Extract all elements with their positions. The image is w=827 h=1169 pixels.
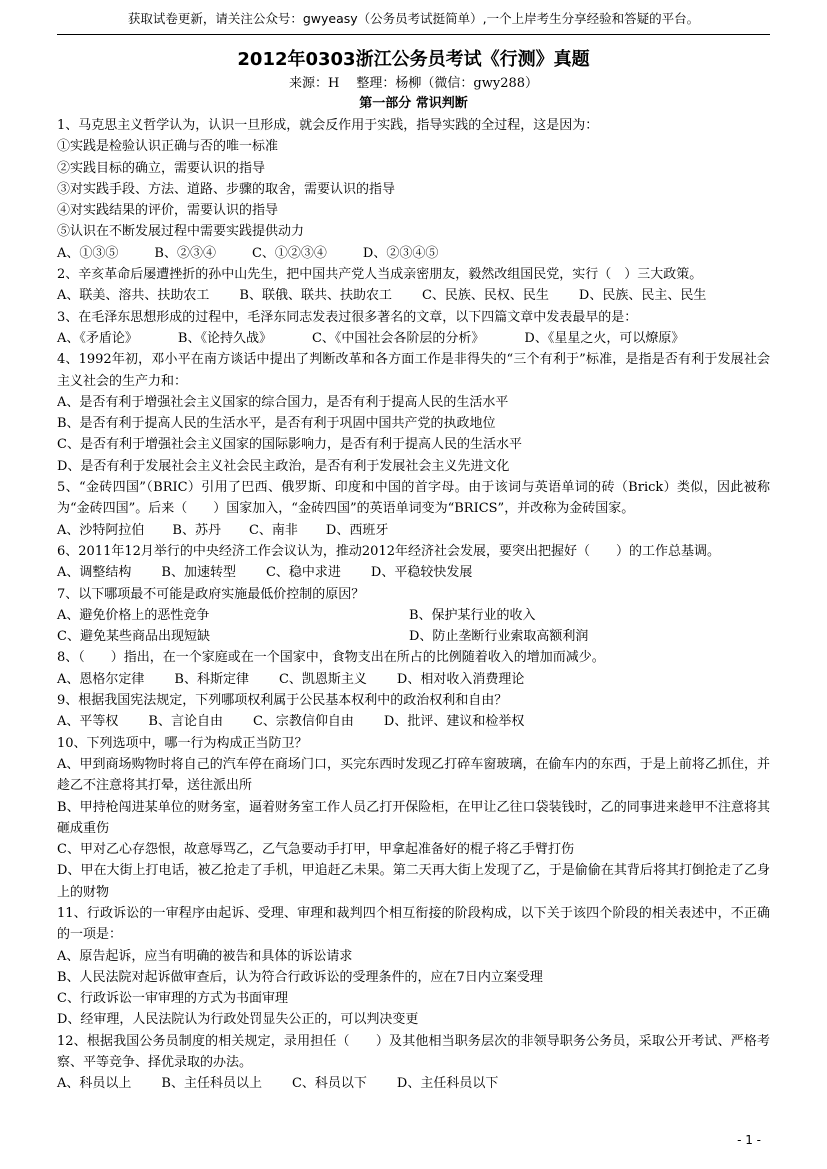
answer-options: [57, 243, 770, 264]
question-stem: 2、辛亥革命后屡遭挫折的孙中山先生，把中国共产党人当成亲密朋友，毅然改组国民党，实行（ ）三大政策。: [57, 267, 703, 283]
option: A、《矛盾论》: [57, 330, 138, 346]
question-stem: 12、根据我国公务员制度的相关规定，录用担任（ ）及其他相当职务层次的非领导职务公务员，采取公开考试、严格考察、平等竞争、择优录取的办法。: [57, 1033, 770, 1071]
option: C、南非: [248, 522, 298, 538]
option: C、科员以下: [291, 1076, 367, 1092]
statement-item: ①实践是检验认识正确与否的唯一标准: [57, 139, 279, 155]
question-stem: 10、下列选项中，哪一行为构成正当防卫？: [57, 735, 308, 751]
option: B、保护某行业的收入: [409, 607, 536, 623]
question-stem: 3、在毛泽东思想形成的过程中，毛泽东同志发表过很多著名的文章，以下四篇文章中发表最早的是：: [57, 309, 638, 325]
question-stem: 8、（ ）指出，在一个家庭或在一个国家中，食物支出在所占的比例随着收入的增加而减少。: [57, 650, 605, 666]
page-number: - 1 -: [737, 1133, 761, 1147]
option: C、①②③④: [251, 245, 327, 261]
option: C、避免某些商品出现短缺: [57, 629, 210, 645]
option: C、行政诉讼一审审理的方式为书面审理: [57, 991, 288, 1007]
option: C、《中国社会各阶层的分析》: [311, 330, 485, 346]
option: A、原告起诉，应当有明确的被告和具体的诉讼请求: [57, 948, 353, 964]
option: D、是否有利于发展社会主义社会民主政治，是否有利于发展社会主义先进文化: [57, 458, 510, 474]
statement-item: ②实践目标的确立，需要认识的指导: [57, 160, 266, 176]
question-stem: 9、根据我国宪法规定，下列哪项权利属于公民基本权利中的政治权利和自由？: [57, 693, 508, 709]
statement-item: ③对实践手段、方法、道路、步骤的取舍，需要认识的指导: [57, 181, 396, 197]
option: C、甲对乙心存怨恨，故意辱骂乙，乙气急要动手打甲，甲拿起准备好的棍子将乙手臂打伤: [57, 842, 574, 858]
option: C、宗教信仰自由: [252, 714, 354, 730]
option: B、联俄、联共、扶助农工: [239, 288, 392, 304]
section-title: 第一部分 常识判断: [359, 96, 468, 111]
option: C、是否有利于增强社会主义国家的国际影响力，是否有利于提高人民的生活水平: [57, 437, 522, 453]
option: B、《论持久战》: [177, 330, 272, 346]
option: D、批评、建议和检举权: [383, 714, 525, 730]
question-stem: 5、“金砖四国”（BRIC）引用了巴西、俄罗斯、印度和中国的首字母。由于该词与英语单词的砖（Brick）类似，因此被称为“金砖四国”。后来（ ）国家加入，“金砖四国”的英语单词变为“BRICS”，并改称为金砖国家。: [57, 480, 770, 517]
question-stem: 4、1992年初，邓小平在南方谈话中提出了判断改革和各方面工作是非得失的“三个有利于”标准，是指是否有利于发展社会主义社会的生产力和：: [57, 352, 770, 389]
option: A、恩格尔定律: [57, 671, 145, 687]
statement-item: ④对实践结果的评价，需要认识的指导: [57, 203, 279, 219]
option: B、言论自由: [148, 714, 223, 730]
question-stem: 6、2011年12月举行的中央经济工作会议认为，推动2012年经济社会发展，要突出把握好（ ）的工作总基调。: [57, 543, 720, 559]
header-notice: 获取试卷更新，请关注公众号：gwyeasy（公务员考试挺简单）,一个上岸考生分享经验和答疑的平台。: [127, 11, 700, 26]
option: D、主任科员以下: [396, 1076, 499, 1092]
document-title: 2012年0303浙江公务员考试《行测》真题: [237, 49, 590, 70]
option: B、科斯定律: [174, 671, 249, 687]
option: D、平稳较快发展: [370, 565, 473, 581]
option: A、是否有利于增强社会主义国家的综合国力，是否有利于提高人民的生活水平: [57, 394, 509, 410]
option: A、避免价格上的恶性竞争: [57, 607, 210, 623]
answer-options: [57, 328, 770, 349]
option: B、②③④: [154, 245, 216, 261]
option: D、②③④⑤: [362, 245, 439, 261]
option: B、苏丹: [172, 522, 221, 538]
option: A、科员以上: [57, 1076, 132, 1092]
document-source: 来源：H 整理：杨柳（微信：gwy288）: [288, 76, 539, 91]
answer-options: [57, 669, 770, 690]
question-stem: 11、行政诉讼的一审程序由起诉、受理、审理和裁判四个相互衔接的阶段构成，以下关于该四个阶段的相关表述中，不正确的一项是：: [57, 905, 770, 943]
option: A、平等权: [57, 714, 119, 730]
option: B、是否有利于提高人民的生活水平，是否有利于巩固中国共产党的执政地位: [57, 416, 496, 432]
answer-options: [57, 1073, 770, 1094]
option: A、调整结构: [57, 565, 132, 581]
statement-item: ⑤认识在不断发展过程中需要实践提供动力: [57, 224, 305, 240]
option: A、甲到商场购物时将自己的汽车停在商场门口，买完东西时发现乙打碎车窗玻璃，在偷车内的东西，于是上前将乙抓住，并趁乙不注意将其打晕，送往派出所: [57, 756, 770, 794]
question-stem: 7、以下哪项最不可能是政府实施最低价控制的原因？: [57, 586, 365, 602]
answer-options: [57, 711, 770, 732]
answer-options: [57, 520, 770, 541]
option: D、经审理，人民法院认为行政处罚显失公正的，可以判决变更: [57, 1012, 419, 1028]
option: B、加速转型: [161, 565, 236, 581]
option: B、甲持枪闯进某单位的财务室，逼着财务室工作人员乙打开保险柜，在甲让乙往口袋装钱时，乙的同事进来趁甲不注意将其砸成重伤: [57, 799, 770, 836]
option: D、相对收入消费理论: [396, 671, 525, 687]
option: B、主任科员以上: [161, 1076, 262, 1092]
option: B、人民法院对起诉做审查后，认为符合行政诉讼的受理条件的，应在7日内立案受理: [57, 969, 543, 985]
question-stem: 1、马克思主义哲学认为，认识一旦形成，就会反作用于实践，指导实践的全过程，这是因为：: [57, 118, 599, 133]
option: D、民族、民主、民生: [578, 288, 707, 304]
option: D、西班牙: [325, 522, 389, 538]
option: A、沙特阿拉伯: [57, 522, 145, 538]
answer-options: [57, 285, 770, 306]
option: A、①③⑤: [57, 245, 119, 261]
answer-options: [57, 605, 770, 648]
page-header: [57, 0, 770, 35]
option: C、稳中求进: [265, 565, 341, 581]
option: D、甲在大街上打电话，被乙抢走了手机，甲追赶乙未果。第二天再大街上发现了乙，于是偷偷在其背后将其打倒抢走了乙身上的财物: [57, 863, 770, 900]
option: C、民族、民权、民生: [421, 288, 549, 304]
answer-options: [57, 562, 770, 583]
option: C、凯恩斯主义: [278, 671, 367, 687]
option: D、防止垄断行业索取高额利润: [409, 629, 589, 645]
question-list: [57, 115, 770, 1095]
option: D、《星星之火，可以燎原》: [524, 330, 685, 346]
option: A、联美、溶共、扶助农工: [57, 288, 210, 304]
